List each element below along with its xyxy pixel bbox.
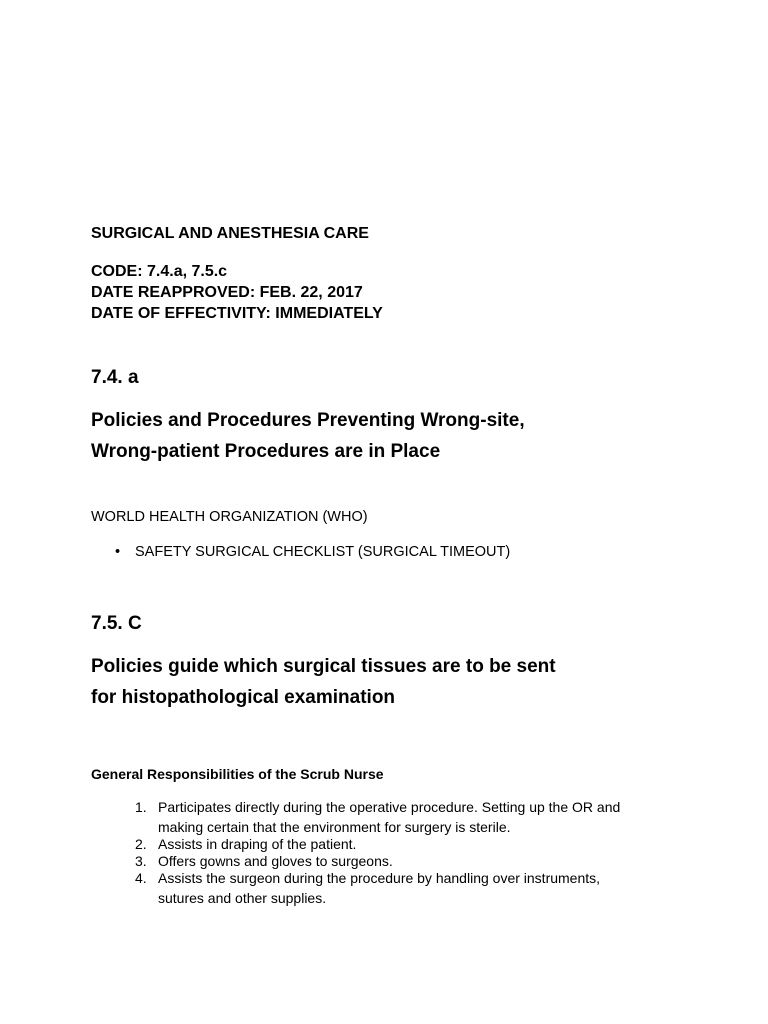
responsibilities-heading: General Responsibilities of the Scrub Nurse [91,766,384,782]
date-reapproved: DATE REAPPROVED: FEB. 22, 2017 [91,284,363,301]
list-item [135,836,695,853]
bullet-text: SAFETY SURGICAL CHECKLIST (SURGICAL TIMEOUT) [135,544,511,560]
who-heading: WORLD HEALTH ORGANIZATION (WHO) [91,509,368,525]
date-of-effectivity: DATE OF EFFECTIVITY: IMMEDIATELY [91,305,383,322]
section-title-7-5-c [91,651,556,713]
document-header-title: SURGICAL AND ANESTHESIA CARE [91,225,369,242]
list-item-text: Participates directly during the operative procedure. Setting up the OR and [158,799,621,815]
list-item [135,799,695,836]
list-item-text: Assists in draping of the patient. [158,836,357,852]
section-number-7-4-a: 7.4. a [91,367,139,388]
responsibilities-list [135,799,695,907]
list-item [135,870,695,907]
bullet-list-item [115,544,510,560]
section-title-line: for histopathological examination [91,687,396,708]
section-title-line: Policies and Procedures Preventing Wrong-site, [91,410,525,431]
list-item-number: 4. [135,870,147,886]
list-item-text: sutures and other supplies. [158,890,327,906]
list-item-text: Assists the surgeon during the procedure by handling over instruments, [158,870,601,886]
section-title-7-4-a [91,405,525,467]
section-title-line: Policies guide which surgical tissues are to be sent [91,656,556,677]
section-number-7-5-c: 7.5. C [91,613,142,634]
list-item [135,853,695,870]
document-code: CODE: 7.4.a, 7.5.c [91,263,228,280]
list-item-number: 2. [135,836,147,852]
list-item-text: Offers gowns and gloves to surgeons. [158,853,393,869]
section-title-line: Wrong-patient Procedures are in Place [91,441,441,462]
bullet-icon: • [115,544,121,560]
list-item-text: making certain that the environment for surgery is sterile. [158,819,511,835]
list-item-number: 1. [135,799,147,815]
list-item-number: 3. [135,853,147,869]
